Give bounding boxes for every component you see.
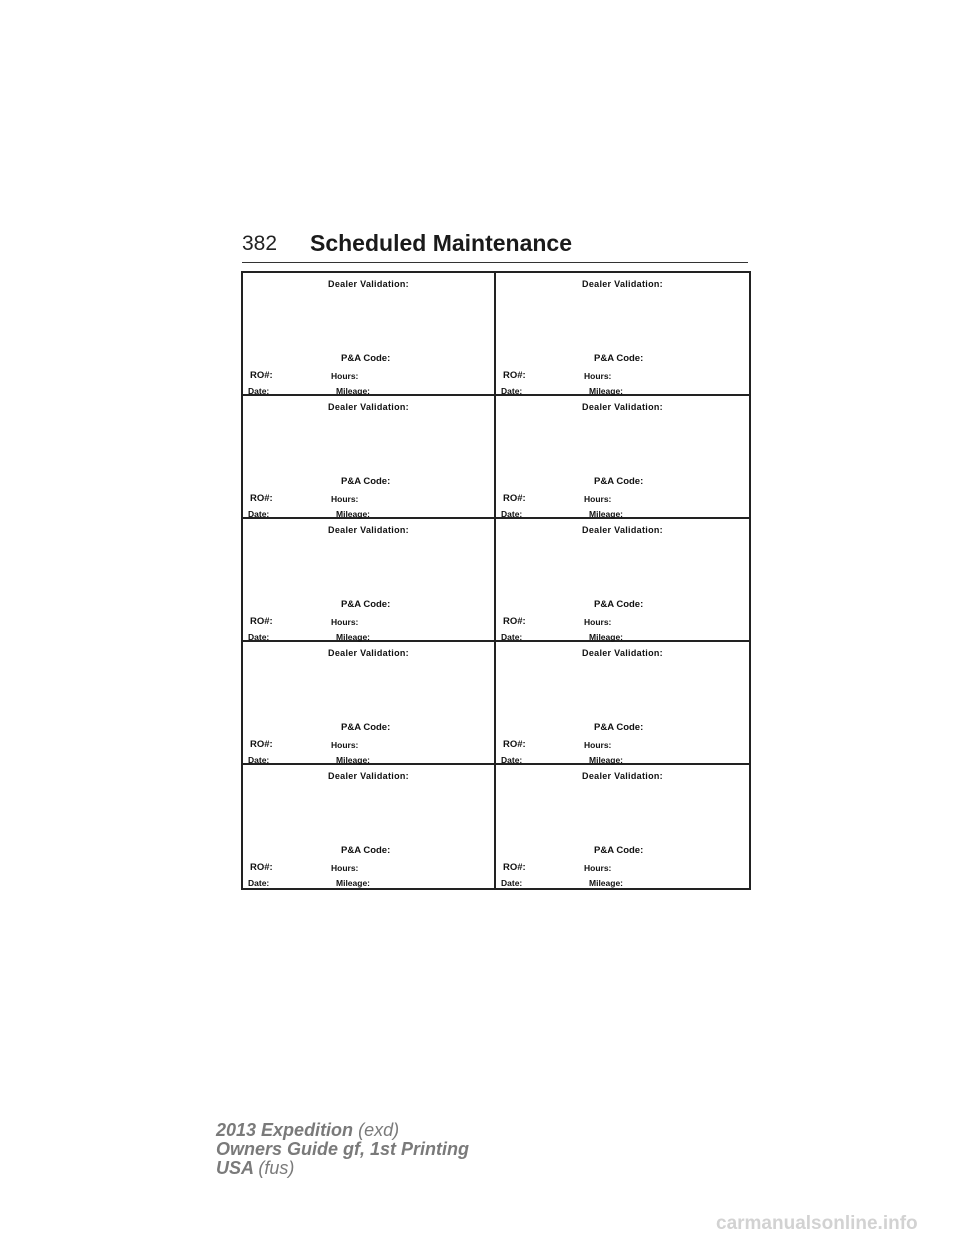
pa-code-label: P&A Code: (594, 353, 644, 364)
validation-box (243, 273, 496, 396)
date-label: Date: (501, 632, 523, 642)
validation-box (243, 519, 496, 642)
footer-model-code: (exd) (358, 1120, 400, 1140)
dealer-validation-label: Dealer Validation: (582, 279, 663, 289)
hours-label: Hours: (584, 740, 612, 750)
ro-number-label: RO#: (503, 370, 526, 381)
ro-number-label: RO#: (250, 739, 273, 750)
validation-box (243, 642, 496, 765)
dealer-validation-label: Dealer Validation: (582, 648, 663, 658)
mileage-label: Mileage: (336, 386, 371, 396)
ro-number-label: RO#: (250, 616, 273, 627)
date-label: Date: (248, 632, 270, 642)
hours-label: Hours: (584, 494, 612, 504)
hours-label: Hours: (331, 494, 359, 504)
date-label: Date: (248, 386, 270, 396)
mileage-label: Mileage: (336, 509, 371, 519)
date-label: Date: (248, 878, 270, 888)
footer-model: 2013 Expedition (216, 1120, 354, 1140)
page-number: 382 (242, 232, 278, 255)
ro-number-label: RO#: (250, 493, 273, 504)
date-label: Date: (248, 509, 270, 519)
dealer-validation-label: Dealer Validation: (582, 402, 663, 412)
pa-code-label: P&A Code: (341, 599, 391, 610)
pa-code-label: P&A Code: (341, 845, 391, 856)
validation-box (496, 396, 749, 519)
date-label: Date: (501, 755, 523, 765)
pa-code-label: P&A Code: (594, 845, 644, 856)
dealer-validation-label: Dealer Validation: (328, 279, 409, 289)
dealer-validation-label: Dealer Validation: (582, 771, 663, 781)
pa-code-label: P&A Code: (594, 476, 644, 487)
mileage-label: Mileage: (589, 632, 624, 642)
mileage-label: Mileage: (589, 878, 624, 888)
footer-line-2: Owners Guide gf, 1st Printing (216, 1139, 470, 1159)
pa-code-label: P&A Code: (341, 476, 391, 487)
date-label: Date: (501, 386, 523, 396)
pa-code-label: P&A Code: (594, 722, 644, 733)
ro-number-label: RO#: (250, 370, 273, 381)
mileage-label: Mileage: (336, 632, 371, 642)
date-label: Date: (501, 878, 523, 888)
pa-code-label: P&A Code: (341, 353, 391, 364)
validation-box (496, 273, 749, 396)
footer-line-3 (216, 1159, 556, 1178)
mileage-label: Mileage: (589, 755, 624, 765)
section-title: Scheduled Maintenance (310, 230, 573, 256)
hours-label: Hours: (584, 863, 612, 873)
validation-box (243, 396, 496, 519)
hours-label: Hours: (331, 863, 359, 873)
ro-number-label: RO#: (250, 862, 273, 873)
dealer-validation-grid (241, 271, 751, 890)
ro-number-label: RO#: (503, 739, 526, 750)
footer-line-1 (216, 1121, 556, 1140)
date-label: Date: (248, 755, 270, 765)
page-header (242, 226, 748, 263)
hours-label: Hours: (584, 371, 612, 381)
ro-number-label: RO#: (503, 862, 526, 873)
validation-box (496, 519, 749, 642)
dealer-validation-label: Dealer Validation: (328, 525, 409, 535)
mileage-label: Mileage: (336, 878, 371, 888)
mileage-label: Mileage: (589, 386, 624, 396)
ro-number-label: RO#: (503, 616, 526, 627)
pa-code-label: P&A Code: (594, 599, 644, 610)
date-label: Date: (501, 509, 523, 519)
validation-box (243, 765, 496, 888)
hours-label: Hours: (331, 371, 359, 381)
watermark: carmanualsonline.info (716, 1213, 918, 1234)
hours-label: Hours: (584, 617, 612, 627)
dealer-validation-label: Dealer Validation: (582, 525, 663, 535)
validation-box (496, 642, 749, 765)
hours-label: Hours: (331, 740, 359, 750)
footer-market-code: (fus) (258, 1158, 295, 1178)
footer-market: USA (216, 1158, 254, 1178)
validation-box (496, 765, 749, 888)
mileage-label: Mileage: (589, 509, 624, 519)
dealer-validation-label: Dealer Validation: (328, 771, 409, 781)
document-footer (216, 1121, 556, 1178)
pa-code-label: P&A Code: (341, 722, 391, 733)
hours-label: Hours: (331, 617, 359, 627)
dealer-validation-label: Dealer Validation: (328, 402, 409, 412)
mileage-label: Mileage: (336, 755, 371, 765)
dealer-validation-label: Dealer Validation: (328, 648, 409, 658)
ro-number-label: RO#: (503, 493, 526, 504)
